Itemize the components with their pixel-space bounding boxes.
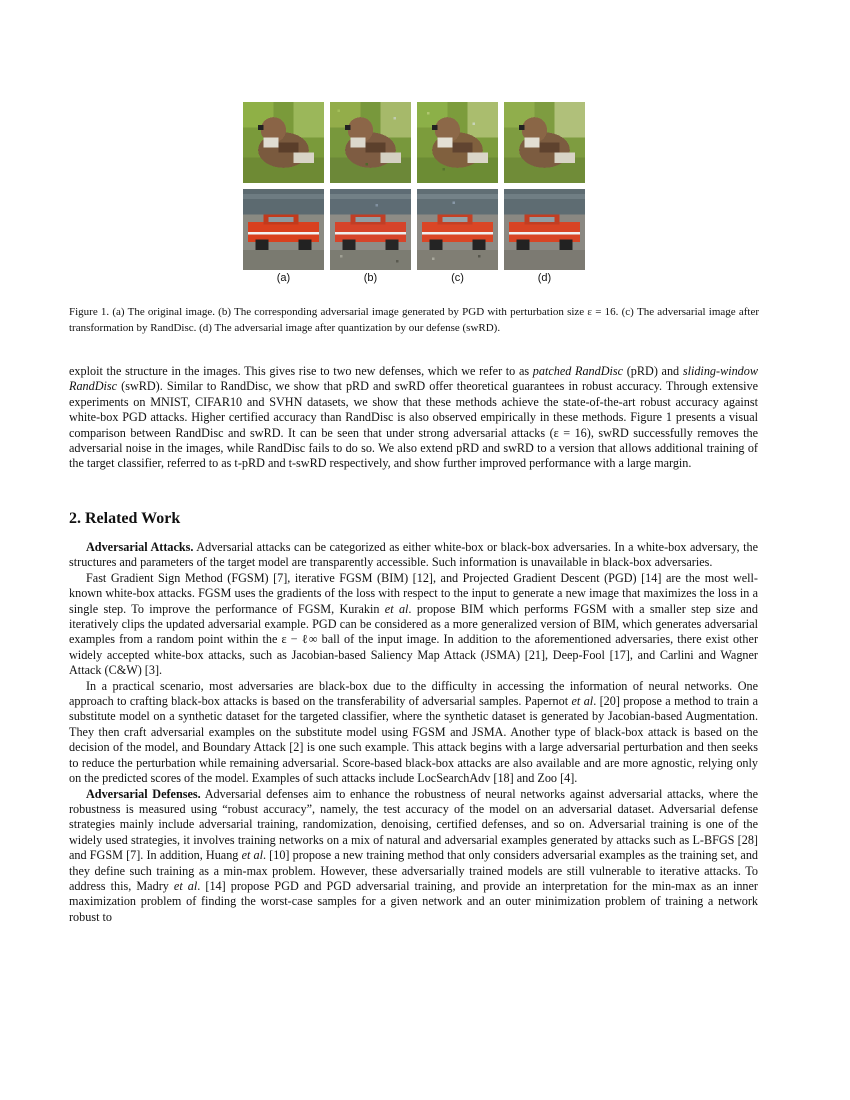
attacks-paragraph-2	[69, 571, 758, 679]
intro-em-prd: patched RandDisc	[532, 364, 624, 378]
defenses-paragraph	[69, 787, 758, 926]
attacks-run-head: Adversarial Attacks.	[86, 540, 194, 554]
car-randdisc-image	[417, 189, 498, 270]
figure-caption: Figure 1. (a) The original image. (b) The corresponding adversarial image generated by PGD with perturbation size ε = 16. (c) The adversarial image after transformation by RandDisc. (d) The adversarial image after quantization by our defense (swRD).	[69, 306, 759, 334]
attacks-em-2: et al	[384, 601, 409, 616]
intro-text-2: (pRD) and	[623, 364, 683, 378]
intro-em-swrd: sliding-window RandDisc	[69, 364, 758, 394]
related-work-body	[69, 540, 758, 925]
defenses-text-1a: Adversarial defenses aim to enhance the robustness of neural networks against adversarial attacks, where the robustness is measured using “robust accuracy”, namely, the test accuracy of the model on an adversarial dataset. Adversarial defense strategies mainly include adversarial training, randomization, denoising, certified defenses, and so on. Adversarial training is one of the widely used strategies, it involves training networks on a mix of natural and adversarial examples generated by attacks such as L-BFGS [28] and FGSM [7]. In addition, Huang	[69, 786, 758, 863]
car-original-image	[243, 189, 324, 270]
figure-grid	[243, 102, 585, 270]
attacks-paragraph-1	[69, 540, 758, 571]
bird-swrd-image	[504, 102, 585, 183]
intro-paragraph	[69, 364, 758, 472]
label-d: (d)	[537, 272, 552, 284]
bird-randdisc-image	[417, 102, 498, 183]
label-b: (b)	[363, 272, 378, 284]
intro-text-3: (swRD). Similar to RandDisc, we show that pRD and swRD offer theoretical guarantees in robust accuracy. Through extensive experiments on MNIST, CIFAR10 and SVHN datasets, we show that these methods achieve the state-of-the-art robust accuracy against white-box PGD attacks. Higher certified accuracy than RandDisc is also observed empirically in these methods. Figure 1 presents a visual comparison between RandDisc and swRD. It can be seen that under strong adversarial attacks (ε = 16), swRD successfully removes the adversarial noise in the images, while RandDisc fails to do so. We also extend pRD and swRD to a version that allows additional training of the target classifier, referred to as t-pRD and t-swRD respectively, and show further improved performance with a large margin.	[69, 379, 758, 471]
attacks-text-3a: In a practical scenario, most adversaries are black-box due to the difficulty in accessing the information of neural networks. One approach to crafting black-box attacks is based on the transferability of adversarial samples. Papernot	[69, 678, 758, 709]
attacks-text-3b: . [20] propose a method to train a substitute model on a synthetic dataset for the targeted classifier, where the synthetic dataset is generated by Jacobian-based Augmentation. They then craft adversarial examples on the substitute model using FGSM and JSMA. Another type of black-box attack is based on the decision of the model, and Boundary Attack [2] is one such example. This attack begins with a large adversarial perturbation and then seeks to reduce the perturbation while remaining adversarial. Score-based black-box attacks are also available and are more agnostic, relying only on the predicted scores of the model. Examples of such attacks include LocSearchAdv [18] and Zoo [4].	[69, 694, 758, 786]
bird-adversarial-image	[330, 102, 411, 183]
label-a: (a)	[276, 272, 291, 284]
bird-original-image	[243, 102, 324, 183]
figure-labels	[243, 272, 585, 284]
intro-text-1: exploit the structure in the images. This gives rise to two new defenses, which we refer to as	[69, 364, 533, 378]
label-c: (c)	[451, 272, 464, 284]
attacks-em-3: et al	[571, 694, 594, 709]
attacks-text-1: Adversarial attacks can be categorized as either white-box or black-box adversaries. In a white-box adversary, the structures and parameters of the target model are transparently accessible. Such information is unavailable in black-box adversaries.	[69, 540, 759, 570]
defenses-run-head: Adversarial Defenses.	[86, 786, 201, 801]
defenses-em-1: et al	[241, 848, 263, 863]
defenses-em-2: et al	[173, 878, 198, 893]
attacks-text-2a: Fast Gradient Sign Method (FGSM) [7], iterative FGSM (BIM) [12], and Projected Gradient Descent (PGD) [14] are the most well-known white-box attacks. FGSM uses the gradients of the loss with respect to the input to generate a new image that maximizes the loss in a single step. To improve the performance of FGSM, Kurakin	[69, 570, 758, 616]
defenses-text-1b: . [10] propose a new training method that only considers adversarial examples as the training set, and they define such training as a min-max problem. However, these adversarially trained models are still vulnerable to iterative attacks. To address this, Madry	[69, 848, 759, 893]
defenses-text-1c: . [14] propose PGD and PGD adversarial training, and provide an interpretation for the min-max as an inner maximization problem of finding the worst-case samples for a given network and an outer minimization problem of training a network robust to	[69, 878, 758, 924]
car-swrd-image	[504, 189, 585, 270]
attacks-text-2b: . propose BIM which performs FGSM with a smaller step size and iteratively clips the updated adversarial example. PGD can be considered as a more generalized version of BIM, which generates adversarial examples from a random point within the ε − ℓ∞ ball of the input image. In addition to the aforementioned adversaries, there exist other widely accepted white-box attacks, such as Jacobian-based Saliency Map Attack (JSMA) [21], Deep-Fool [17], and Carlini and Wagner Attack (C&W) [3].	[69, 601, 758, 678]
attacks-paragraph-3	[69, 679, 758, 787]
section-heading: 2. Related Work	[69, 510, 181, 527]
figure-1	[243, 102, 585, 284]
car-adversarial-image	[330, 189, 411, 270]
